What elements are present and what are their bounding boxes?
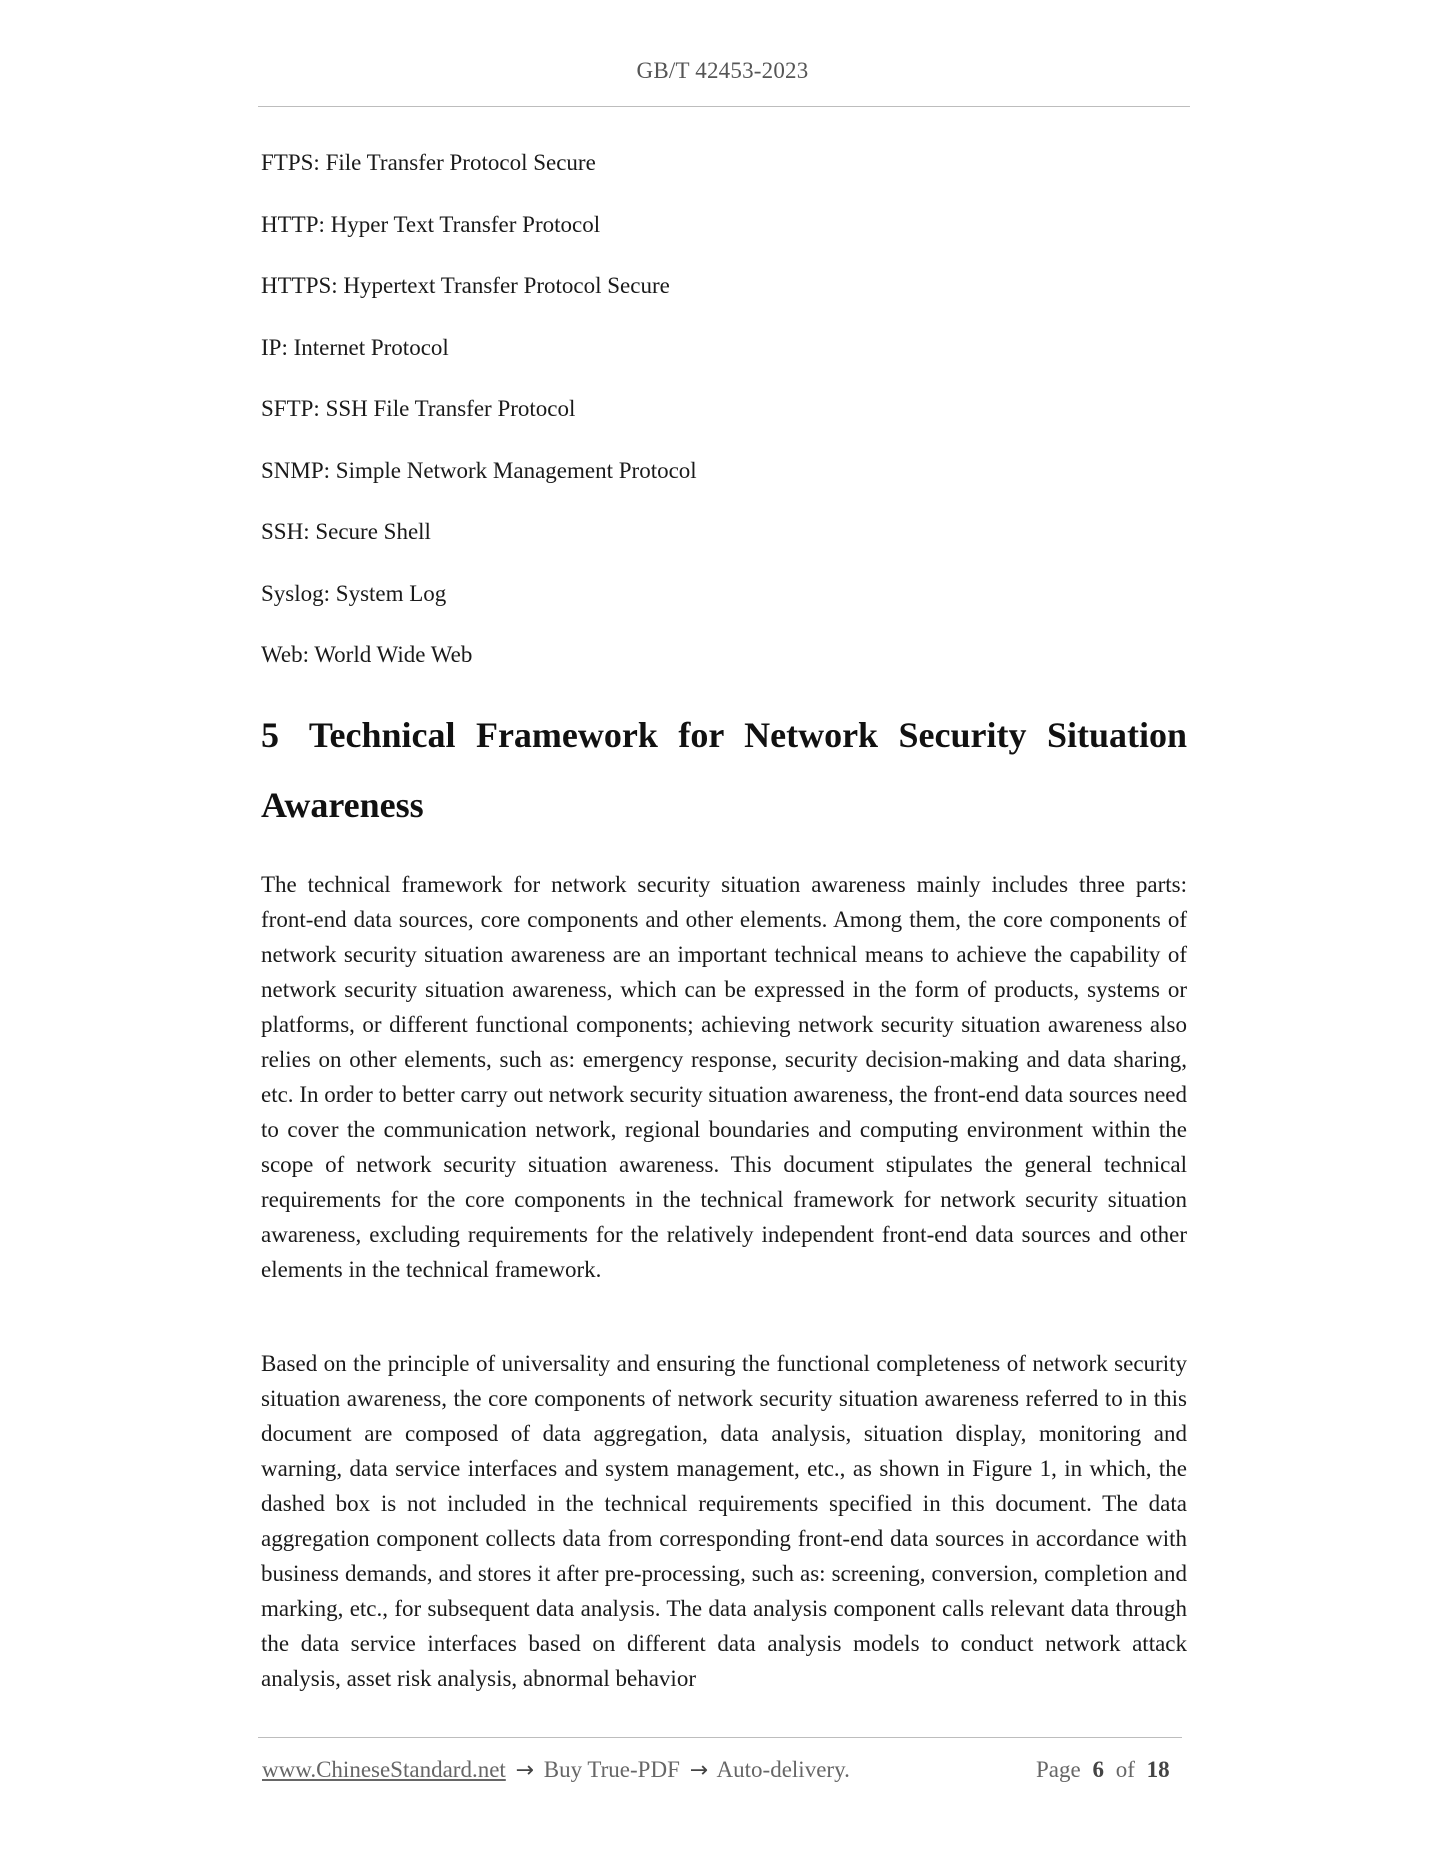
abbreviation-item: SSH: Secure Shell	[261, 519, 431, 544]
header-divider	[258, 106, 1190, 107]
buy-text: Buy True-PDF	[543, 1757, 680, 1782]
abbreviation-list	[261, 148, 1191, 702]
of-label: of	[1115, 1757, 1135, 1782]
page-total: 18	[1146, 1757, 1170, 1782]
page-label: Page	[1036, 1757, 1081, 1782]
section-title: Technical Framework for Network Security Situation Awareness	[261, 715, 1187, 825]
abbreviation-item: SNMP: Simple Network Management Protocol	[261, 457, 697, 483]
page-indicator	[1036, 1757, 1176, 1783]
delivery-text: Auto-delivery.	[716, 1757, 850, 1782]
abbreviation-item: FTPS: File Transfer Protocol Secure	[261, 150, 596, 175]
body-paragraph: The technical framework for network security situation awareness mainly includes three parts: front-end data sources, core components and other elements. Among them, the core components of network security situation awareness are an important technical means to achieve the capability of network security situation awareness, which can be expressed in the form of products, systems or platforms, or different functional components; achieving network security situation awareness also relies on other elements, such as: emergency response, security decision-making and data sharing, etc. In order to better carry out network security situation awareness, the front-end data sources need to cover the communication network, regional boundaries and computing environment within the scope of network security situation awareness. This document stipulates the general technical requirements for the core components in the technical framework for network security situation awareness, excluding requirements for the relatively independent front-end data sources and other elements in the technical framework.	[261, 872, 1187, 1282]
abbreviation-item: Syslog: System Log	[261, 580, 447, 606]
abbreviation-item: Web: World Wide Web	[261, 642, 473, 667]
abbreviation-item: HTTP: Hyper Text Transfer Protocol	[261, 211, 601, 237]
document-code: GB/T 42453-2023	[636, 58, 809, 83]
footer-divider	[258, 1737, 1182, 1738]
arrow-right-icon: →	[515, 1758, 534, 1783]
page-current: 6	[1092, 1757, 1104, 1782]
abbreviation-item: HTTPS: Hypertext Transfer Protocol Secure	[261, 273, 670, 298]
abbreviation-item: IP: Internet Protocol	[261, 334, 449, 360]
footer-promo	[262, 1757, 850, 1783]
section-number: 5	[261, 715, 279, 755]
body-paragraph: Based on the principle of universality and ensuring the functional completeness of network security situation awareness, the core components of network security situation awareness referred to in this document are composed of data aggregation, data analysis, situation display, monitoring and warning, data service interfaces and system management, etc., as shown in Figure 1, in which, the dashed box is not included in the technical requirements specified in this document. The data aggregation component collects data from corresponding front-end data sources in accordance with business demands, and stores it after pre-processing, such as: screening, conversion, completion and marking, etc., for subsequent data analysis. The data analysis component calls relevant data through the data service interfaces based on different data analysis models to conduct network attack analysis, asset risk analysis, abnormal behavior	[261, 1351, 1187, 1691]
website-link[interactable]: www.ChineseStandard.net	[262, 1757, 506, 1782]
section-heading	[261, 700, 1187, 840]
arrow-right-icon: →	[689, 1758, 709, 1783]
abbreviation-item: SFTP: SSH File Transfer Protocol	[261, 396, 576, 421]
